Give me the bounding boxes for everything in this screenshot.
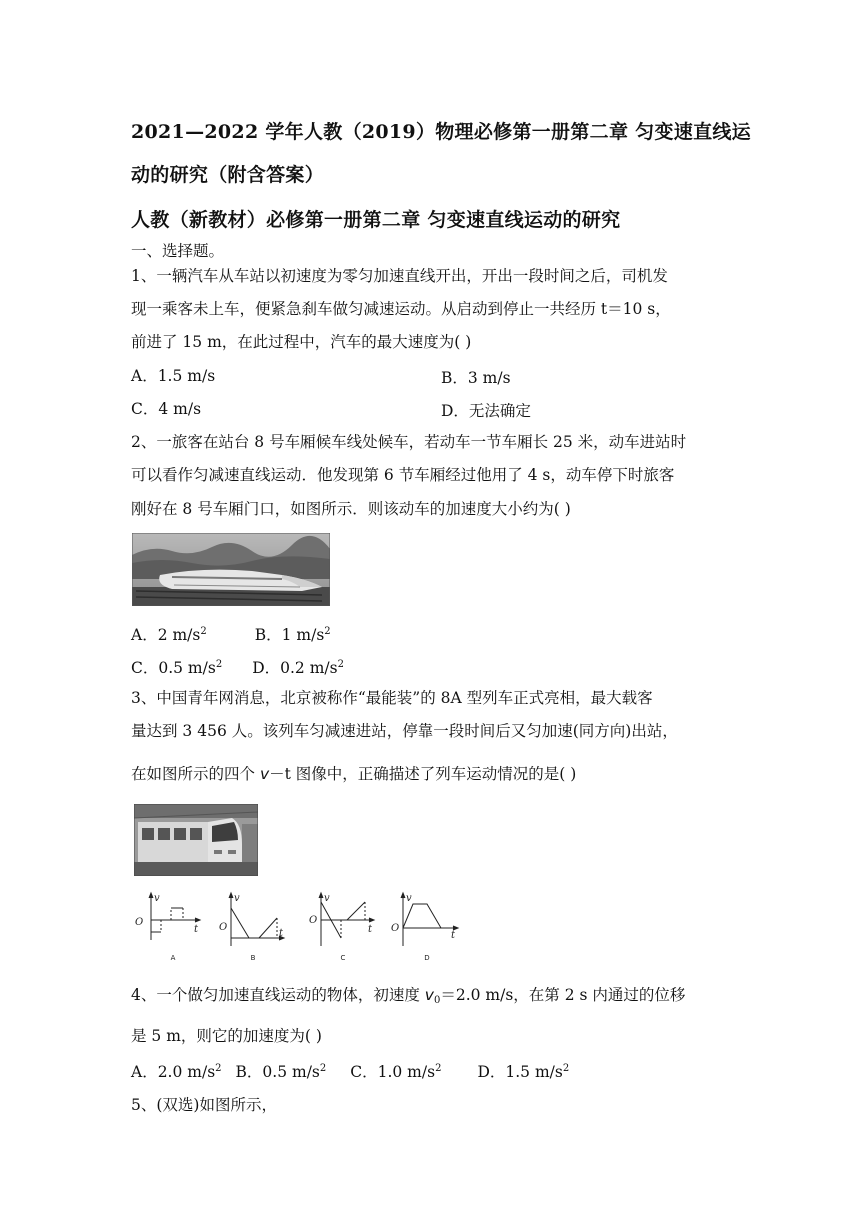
- q4-option-a-exponent: 2: [215, 1063, 222, 1074]
- q4-option-b: B．0.5 m/s: [235, 1063, 320, 1081]
- q2-option-c: C．0.5 m/s: [131, 659, 216, 677]
- bullet-train-photo: [132, 533, 330, 606]
- q1-line1: 1、一辆汽车从车站以初速度为零匀加速直线开出，开出一段时间之后，司机发: [131, 267, 668, 285]
- document-subtitle: 人教（新教材）必修第一册第二章 匀变速直线运动的研究: [131, 209, 621, 231]
- q4-line1-pre: 4、一个做匀加速直线运动的物体，初速度: [131, 986, 425, 1004]
- graph-d-o-label: O: [391, 923, 400, 934]
- graph-b-v-label: v: [234, 893, 240, 904]
- q1-option-b: B．3 m/s: [441, 369, 511, 387]
- graph-d-t-label: t: [451, 930, 456, 941]
- q4-option-c: C．1.0 m/s: [350, 1063, 436, 1081]
- graph-a-v-label: v: [154, 893, 160, 904]
- q1-option-a: A．1.5 m/s: [131, 367, 216, 385]
- q4-option-d-exponent: 2: [562, 1063, 570, 1074]
- q2-option-a: A．2 m/s: [131, 626, 201, 644]
- q3-line2: 量达到 3 456 人。该列车匀减速进站，停靠一段时间后又匀加速(同方向)出站，: [131, 722, 678, 740]
- q3-line3-pre: 在如图所示的四个: [131, 765, 260, 783]
- document-title-line2: 动的研究（附含答案）: [131, 164, 325, 186]
- q4-option-b-exponent: 2: [319, 1063, 327, 1074]
- q1-option-c: C．4 m/s: [131, 400, 202, 418]
- graph-c-o-label: O: [309, 915, 318, 926]
- graph-b-o-label: O: [219, 922, 228, 933]
- graph-a-caption: A: [170, 954, 176, 962]
- q3-line3: [131, 764, 576, 784]
- q2-line1: 2、一旅客在站台 8 号车厢候车线处候车，若动车一节车厢长 25 米，动车进站时: [131, 433, 687, 451]
- q2-option-d: D．0.2 m/s: [252, 659, 338, 677]
- q4-line1-post: ＝2.0 m/s，在第 2 s 内通过的位移: [440, 986, 686, 1004]
- q2-option-c-exponent: 2: [215, 659, 223, 670]
- graph-c-t-label: t: [368, 924, 373, 935]
- q4-option-a: A．2.0 m/s: [131, 1063, 216, 1081]
- q2-option-b: B．1 m/s: [254, 626, 325, 644]
- q1-option-d: D．无法确定: [441, 402, 531, 420]
- section-heading: 一、选择题。: [131, 242, 225, 260]
- q4-option-c-exponent: 2: [435, 1063, 442, 1074]
- q1-line3: 前进了 15 m，在此过程中，汽车的最大速度为( ): [131, 333, 472, 351]
- q4-velocity-subscript: 0: [433, 995, 441, 1006]
- q2-option-b-exponent: 2: [324, 626, 331, 637]
- graph-a-t-label: t: [194, 924, 199, 935]
- q4-options: [131, 1059, 569, 1082]
- q3-line3-post: －t 图像中，正确描述了列车运动情况的是( ): [269, 765, 577, 783]
- q5-line1: 5、(双选)如图所示，: [131, 1096, 277, 1114]
- q2-line3: 刚好在 8 号车厢门口，如图所示．则该动车的加速度大小约为( ): [131, 500, 571, 518]
- graph-b-caption: B: [250, 954, 256, 962]
- metro-train-photo: [134, 804, 258, 876]
- graph-c-caption: C: [340, 954, 346, 962]
- q3-velocity-symbol: v: [259, 765, 270, 783]
- q4-velocity-symbol: v: [424, 986, 434, 1004]
- q1-line2: 现一乘客未上车，便紧急刹车做匀减速运动。从启动到停止一共经历 t＝10 s，: [131, 300, 671, 318]
- q2-option-a-exponent: 2: [200, 626, 207, 637]
- graph-d-caption: D: [424, 954, 430, 962]
- q4-line1: [131, 985, 685, 1011]
- q4-line2: 是 5 m，则它的加速度为( ): [131, 1027, 322, 1045]
- graph-b-t-label: t: [279, 928, 284, 939]
- document-title-line1: 2021—2022 学年人教（2019）物理必修第一册第二章 匀变速直线运: [131, 121, 751, 143]
- q2-line2: 可以看作匀减速直线运动．他发现第 6 节车厢经过他用了 4 s，动车停下时旅客: [131, 466, 675, 484]
- q4-option-d: D．1.5 m/s: [477, 1063, 563, 1081]
- vt-graph-options: [131, 890, 471, 964]
- q2-options-row1: [131, 622, 331, 645]
- graph-d-v-label: v: [406, 893, 412, 904]
- q3-line1: 3、中国青年网消息，北京被称作“最能装”的 8A 型列车正式亮相，最大载客: [131, 689, 653, 707]
- graph-c-v-label: v: [324, 893, 330, 904]
- q2-options-row2: [131, 655, 344, 678]
- graph-a-o-label: O: [135, 917, 144, 928]
- q2-option-d-exponent: 2: [337, 659, 344, 670]
